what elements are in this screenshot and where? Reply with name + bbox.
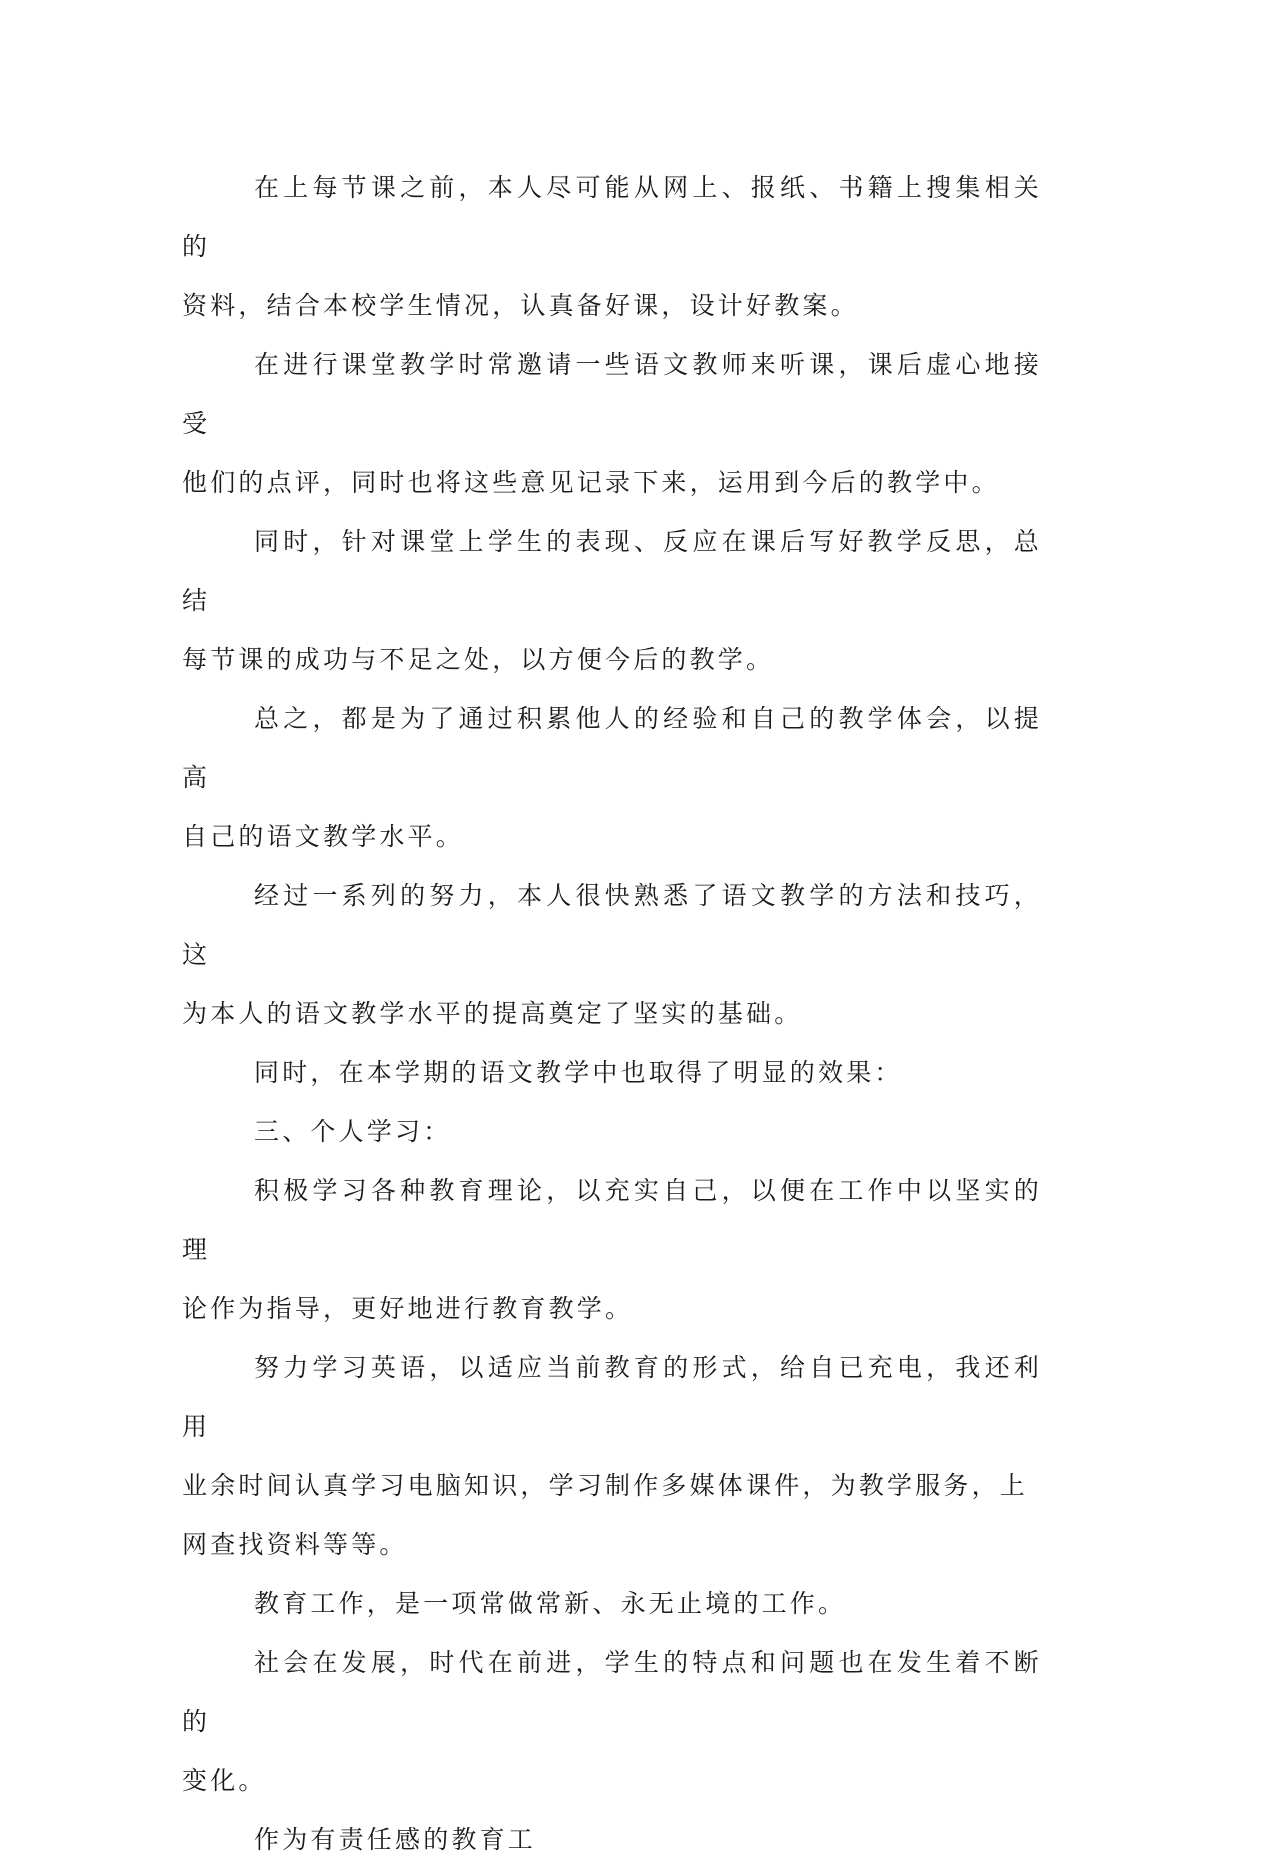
paragraph-theory-study	[182, 1161, 1042, 1338]
text-line: 作为有责任感的教育工	[254, 1825, 537, 1854]
text-line: 积极学习各种教育理论，以充实自己，以便在工作中以坚实的理	[182, 1176, 1042, 1264]
text-line: 业余时间认真学习电脑知识，学习制作多媒体课件，为教学服务，上	[182, 1471, 1029, 1500]
text-line: 论作为指导，更好地进行教育教学。	[182, 1294, 634, 1323]
paragraph-english-computer	[182, 1338, 1042, 1574]
document-body	[182, 158, 1042, 1869]
paragraph-society-change	[182, 1633, 1042, 1810]
text-line: 在进行课堂教学时常邀请一些语文教师来听课，课后虚心地接受	[182, 350, 1042, 438]
text-line: 资料，结合本校学生情况，认真备好课，设计好教案。	[182, 291, 859, 320]
text-line: 教育工作，是一项常做常新、永无止境的工作。	[254, 1589, 847, 1618]
paragraph-lesson-preparation	[182, 158, 1042, 335]
text-line: 网查找资料等等。	[182, 1530, 408, 1559]
text-line: 经过一系列的努力，本人很快熟悉了语文教学的方法和技巧，这	[182, 881, 1042, 969]
paragraph-results	[182, 1043, 1042, 1102]
text-line: 为本人的语文教学水平的提高奠定了坚实的基础。	[182, 999, 803, 1028]
text-line: 在上每节课之前，本人尽可能从网上、报纸、书籍上搜集相关的	[182, 173, 1042, 261]
paragraph-responsibility	[182, 1810, 1042, 1869]
paragraph-education-work	[182, 1574, 1042, 1633]
text-line: 同时，在本学期的语文教学中也取得了明显的效果：	[254, 1058, 903, 1087]
section-heading-personal-study	[182, 1102, 1042, 1161]
text-line: 三、个人学习：	[254, 1117, 452, 1146]
text-line: 社会在发展，时代在前进，学生的特点和问题也在发生着不断的	[182, 1648, 1042, 1736]
text-line: 他们的点评，同时也将这些意见记录下来，运用到今后的教学中。	[182, 468, 1000, 497]
paragraph-summary	[182, 689, 1042, 866]
text-line: 努力学习英语，以适应当前教育的形式，给自已充电，我还利用	[182, 1353, 1042, 1441]
text-line: 总之，都是为了通过积累他人的经验和自己的教学体会，以提高	[182, 704, 1042, 792]
paragraph-progress	[182, 866, 1042, 1043]
text-line: 自己的语文教学水平。	[182, 822, 465, 851]
text-line: 同时，针对课堂上学生的表现、反应在课后写好教学反思，总结	[182, 527, 1042, 615]
text-line: 变化。	[182, 1766, 267, 1795]
paragraph-reflection	[182, 512, 1042, 689]
text-line: 每节课的成功与不足之处，以方便今后的教学。	[182, 645, 775, 674]
paragraph-peer-review	[182, 335, 1042, 512]
